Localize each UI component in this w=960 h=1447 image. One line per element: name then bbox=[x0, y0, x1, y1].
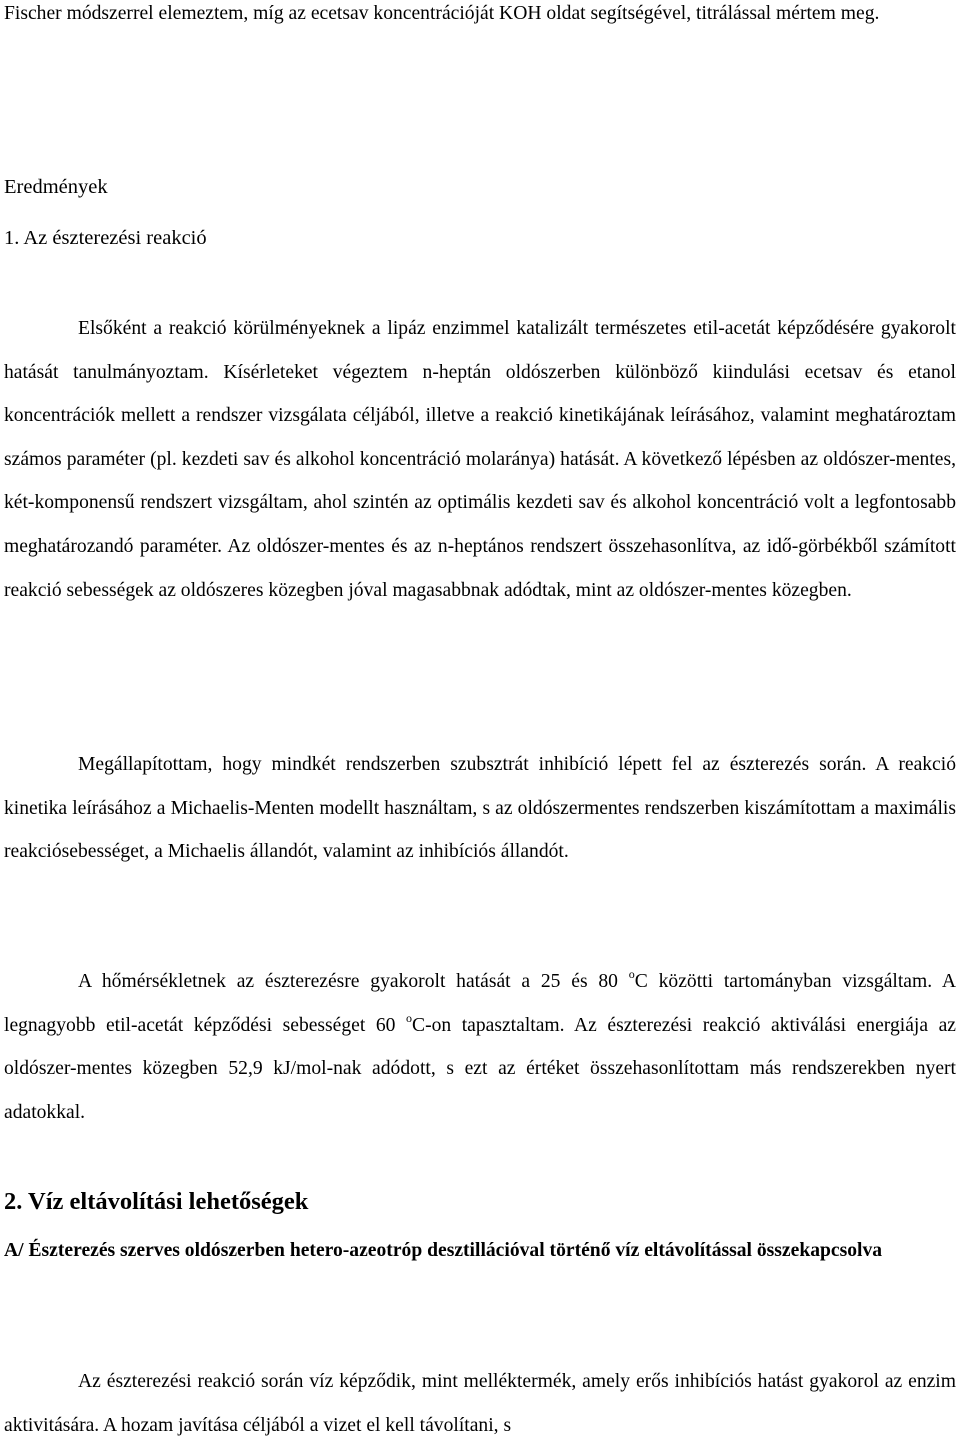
paragraph-temperature bbox=[4, 960, 956, 1134]
section1-heading: 1. Az észterezési reakció bbox=[4, 227, 207, 249]
paragraph-water-removal: Az észterezési reakció során víz képződik, mint melléktermék, amely erős inhibíciós hatást gyakorol az enzim aktivitására. A hozam javítása céljából a vizet el kell távolítani, s bbox=[4, 1371, 956, 1436]
paragraph-inhibition: Megállapítottam, hogy mindkét rendszerben szubsztrát inhibíció lépett fel az észterezés során. A reakció kinetika leírásához a Michaelis-Menten modellt használtam, s az oldószermentes rendszerben kiszámítottam a maximális reakciósebességet, a Michaelis állandót, valamint az inhibíciós állandót. bbox=[4, 754, 956, 863]
temperature-text-a: A hőmérsékletnek az észterezésre gyakorolt hatását a 25 és 80 bbox=[78, 971, 629, 992]
paragraph-reaction-conditions: Elsőként a reakció körülményeknek a lipáz enzimmel katalizált természetes etil-acetát képződésére gyakorolt hatását tanulmányoztam. Kísérleteket végeztem n-heptán oldószerben különböző kiindulási ecetsav és etanol koncentrációk mellett a rendszer vizsgálata céljából, illetve a reakció kinetikájának leírásához, valamint meghatároztam számos paraméter (pl. kezdeti sav és alkohol koncentráció molaránya) hatását. A következő lépésben az oldószer-mentes, két-komponensű rendszert vizsgáltam, ahol szintén az optimális kezdeti sav és alkohol koncentráció volt a legfontosabb meghatározandó paraméter. Az oldószer-mentes és az n-heptános rendszert összehasonlítva, az idő-görbékből számított reakció sebességek az oldószeres közegben jóval magasabbnak adódtak, mint az oldószer-mentes közegben. bbox=[4, 318, 956, 601]
degree-superscript-2: o bbox=[406, 1010, 412, 1025]
temperature-text-b: C közötti tartományban vizsgáltam. A legnagyobb etil-acetát képződési sebességet 60 bbox=[4, 971, 956, 1036]
intro-paragraph: Fischer módszerrel elemeztem, míg az ecetsav koncentrációját KOH oldat segítségével, titrálással mértem meg. bbox=[4, 3, 880, 24]
temperature-text-c: C-on tapasztaltam. Az észterezési reakció aktiválási energiája az oldószer-mentes közegben 52,9 kJ/mol-nak adódott, s ezt az értéket összehasonlítottam más rendszerekben nyert adatokkal. bbox=[4, 1014, 956, 1123]
degree-superscript-1: o bbox=[628, 967, 635, 981]
section2-heading: 2. Víz eltávolítási lehetőségek bbox=[4, 1188, 309, 1215]
subsection-a-heading: A/ Észterezés szerves oldószerben hetero-azeotróp desztillációval történő víz eltávolítással összekapcsolva bbox=[4, 1240, 883, 1261]
results-heading: Eredmények bbox=[4, 176, 108, 198]
